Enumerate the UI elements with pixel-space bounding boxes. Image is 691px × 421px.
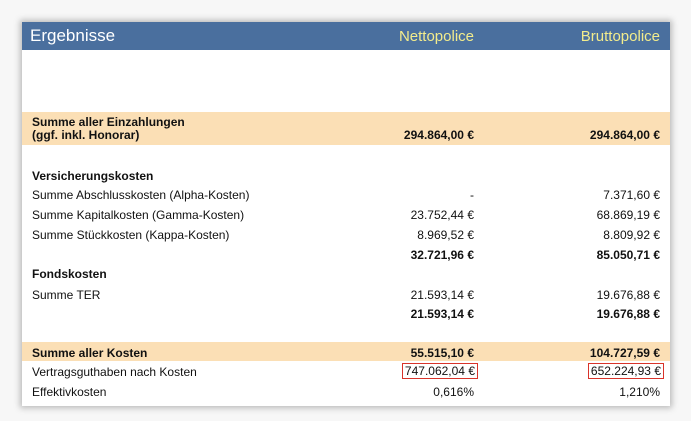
einzahlungen-label-2: (ggf. inkl. Honorar) (32, 128, 140, 142)
summe-kosten-netto: 55.515,10 € (410, 346, 474, 360)
versicherungskosten-total-brutto: 85.050,71 € (596, 248, 660, 262)
einzahlungen-netto: 294.864,00 € (403, 128, 474, 142)
row-brutto: 68.869,19 € (596, 208, 660, 222)
einzahlungen-label-1: Summe aller Einzahlungen (32, 115, 185, 129)
vertragsguthaben-label: Vertragsguthaben nach Kosten (32, 365, 197, 379)
header-col-netto: Nettopolice (398, 28, 474, 45)
row-netto: - (470, 188, 474, 202)
summe-kosten-label: Summe aller Kosten (32, 346, 148, 360)
fondskosten-heading-label: Fondskosten (32, 267, 107, 281)
row-brutto: 8.809,92 € (603, 228, 660, 242)
row-netto: 21.593,14 € (410, 288, 474, 302)
effektivkosten-netto: 0,616% (433, 385, 474, 399)
fondskosten-total-brutto: 19.676,88 € (596, 307, 660, 321)
einzahlungen-row (22, 115, 670, 145)
row-brutto: 7.371,60 € (603, 188, 660, 202)
effektivkosten-brutto: 1,210% (619, 385, 660, 399)
header-col-brutto: Bruttopolice (580, 28, 660, 45)
row-label: Summe Abschlusskosten (Alpha-Kosten) (32, 188, 250, 202)
row-netto: 8.969,52 € (417, 228, 474, 242)
row-label: Summe Stückkosten (Kappa-Kosten) (32, 228, 230, 242)
results-table (22, 22, 670, 406)
vertragsguthaben-brutto: 652.224,93 € (588, 363, 664, 379)
row-netto: 23.752,44 € (410, 208, 474, 222)
row-brutto: 19.676,88 € (596, 288, 660, 302)
summe-kosten-brutto: 104.727,59 € (589, 346, 660, 360)
versicherungskosten-heading-label: Versicherungskosten (32, 169, 154, 183)
einzahlungen-brutto: 294.864,00 € (589, 128, 660, 142)
table-header (22, 22, 670, 50)
versicherungskosten-total-netto: 32.721,96 € (410, 248, 474, 262)
effektivkosten-label: Effektivkosten (32, 385, 107, 399)
row-label: Summe Kapitalkosten (Gamma-Kosten) (32, 208, 245, 222)
vertragsguthaben-netto: 747.062,04 € (402, 363, 478, 379)
header-title: Ergebnisse (30, 26, 116, 45)
row-label: Summe TER (32, 288, 101, 302)
fondskosten-total-netto: 21.593,14 € (410, 307, 474, 321)
